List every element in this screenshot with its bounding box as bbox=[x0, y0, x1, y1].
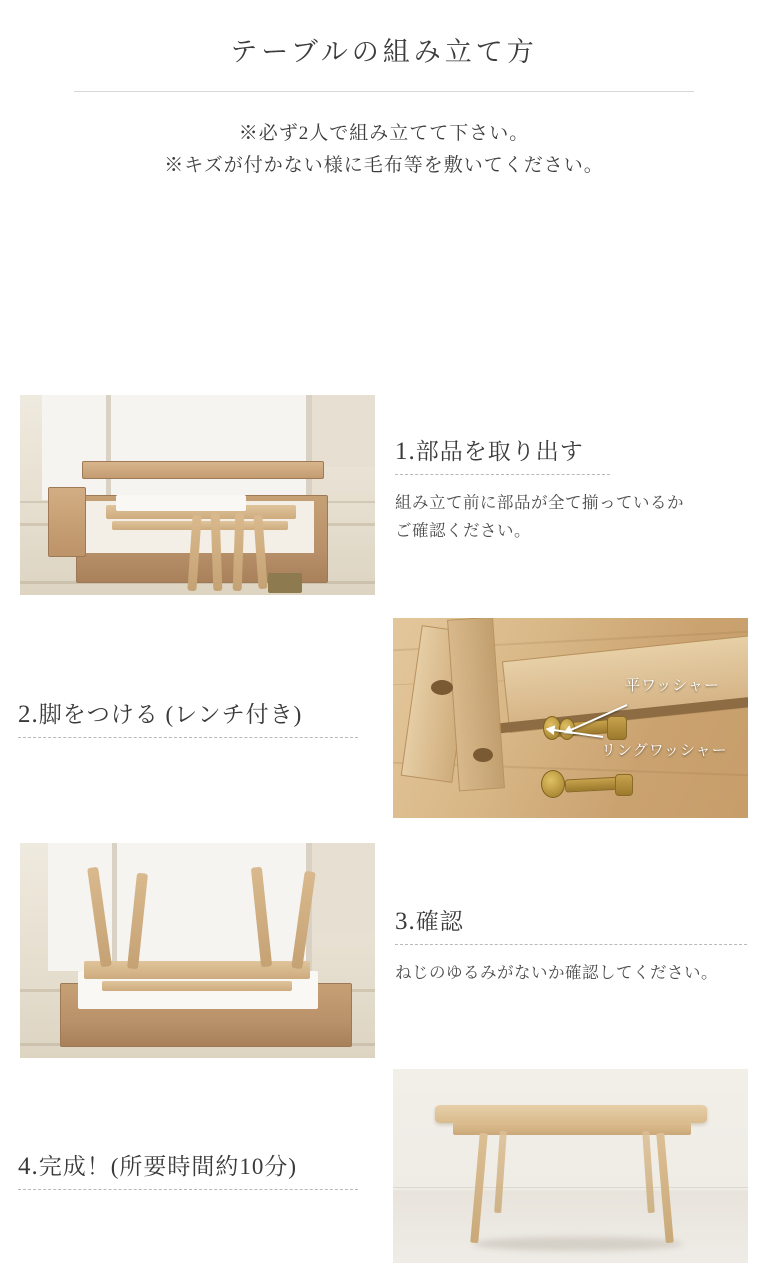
step-3-body bbox=[395, 959, 747, 988]
finished-tabletop bbox=[435, 1105, 707, 1123]
protective-paper bbox=[116, 495, 246, 511]
step-4-heading bbox=[18, 1148, 368, 1181]
room-wall bbox=[42, 395, 312, 500]
title-divider bbox=[74, 91, 694, 92]
note-line-2: ※キズが付かない様に毛布等を敷いてください。 bbox=[164, 155, 604, 177]
step-3-heading-text: 確認 bbox=[415, 908, 464, 934]
room-background-4 bbox=[393, 1069, 748, 1263]
step-1-photo bbox=[20, 395, 375, 595]
step-3-divider bbox=[395, 944, 747, 945]
carton-lid-left bbox=[48, 487, 86, 557]
step-3-text bbox=[395, 903, 747, 988]
step-3-photo bbox=[20, 843, 375, 1058]
bolt-head-lower bbox=[615, 774, 633, 796]
step-3-heading bbox=[395, 903, 747, 936]
assembly-notes bbox=[0, 118, 768, 183]
step-2-text bbox=[18, 696, 368, 738]
step-4-divider bbox=[18, 1189, 358, 1190]
step-2-heading-text: 脚をつける (レンチ付き) bbox=[38, 701, 303, 727]
table-shadow bbox=[473, 1237, 683, 1251]
step-2-photo bbox=[393, 618, 748, 818]
step-2-divider bbox=[18, 737, 358, 738]
wall-edge-left-3 bbox=[112, 843, 117, 971]
page-title: テーブルの組み立て方 bbox=[230, 37, 538, 67]
step-1-body bbox=[395, 489, 747, 547]
step-4-heading-text: 完成！(所要時間約10分) bbox=[38, 1153, 298, 1179]
floor-wall-line bbox=[393, 1187, 748, 1188]
flat-washer-lower bbox=[541, 770, 565, 798]
step-2-number: 2. bbox=[18, 700, 39, 728]
note-line-1: ※必ず2人で組み立てて下さい。 bbox=[238, 123, 530, 144]
room-wall-right bbox=[312, 395, 375, 467]
tabletop-underside bbox=[84, 961, 310, 979]
wall-edge-left bbox=[106, 395, 111, 500]
step-1-body-line-2: ご確認ください。 bbox=[395, 521, 531, 541]
step-4-text bbox=[18, 1148, 368, 1190]
step-3-number: 3. bbox=[395, 907, 416, 935]
step-4-photo bbox=[393, 1069, 748, 1263]
step-1-heading bbox=[395, 433, 747, 466]
room-wall-3 bbox=[48, 843, 312, 971]
callout-flat-washer: 平ワッシャー bbox=[625, 677, 720, 694]
step-3-body-line-1: ねじのゆるみがないか確認してください。 bbox=[395, 962, 718, 982]
step-1-body-line-1: 組み立て前に部品が全て揃っているか bbox=[395, 492, 684, 512]
finished-apron bbox=[453, 1123, 691, 1135]
bolt-head-upper bbox=[607, 716, 627, 740]
apron-rail-3 bbox=[102, 981, 292, 991]
step-1-divider bbox=[395, 474, 610, 475]
step-2-heading bbox=[18, 696, 368, 729]
step-4-number: 4. bbox=[18, 1152, 39, 1180]
hardware-bag bbox=[268, 573, 302, 593]
drill-hole-2 bbox=[473, 748, 493, 762]
step-1-text bbox=[395, 433, 747, 547]
callout-ring-washer: リングワッシャー bbox=[601, 742, 728, 759]
carton-lid-top bbox=[82, 461, 324, 479]
step-1-heading-text: 部品を取り出す bbox=[415, 438, 584, 464]
step-1-number: 1. bbox=[395, 437, 416, 465]
drill-hole bbox=[431, 680, 453, 695]
room-wall-right-3 bbox=[312, 843, 375, 933]
